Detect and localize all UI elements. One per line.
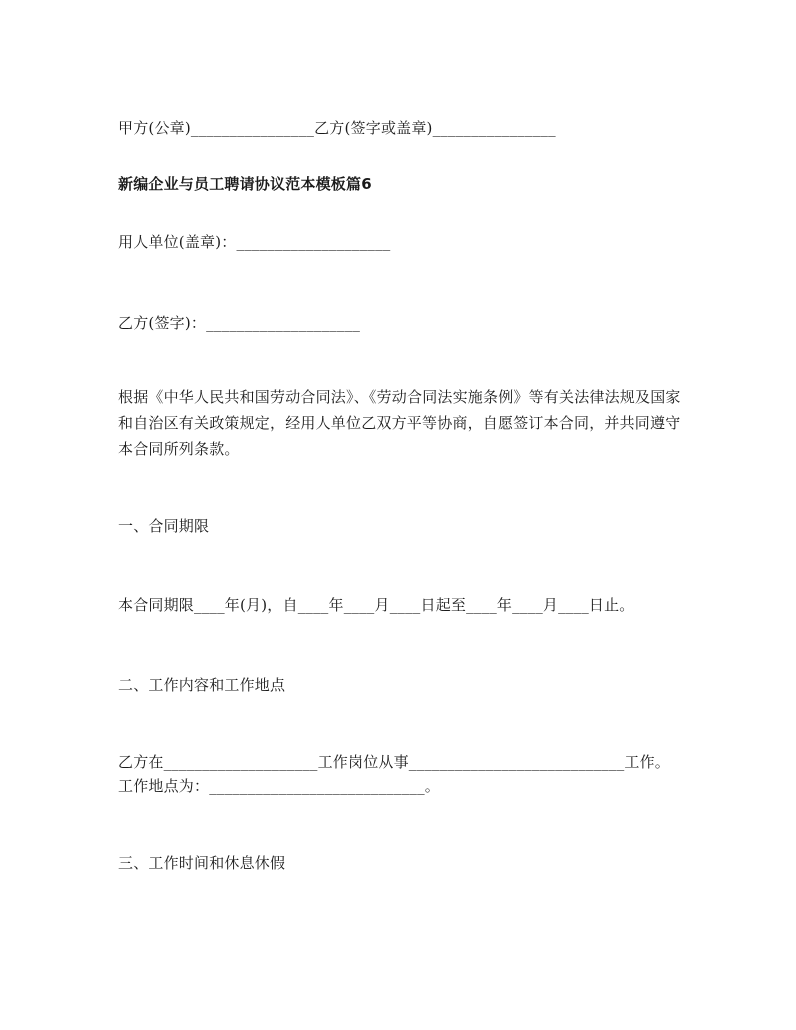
preamble-paragraph: 根据《中华人民共和国劳动合同法》、《劳动合同法实施条例》等有关法律法规及国家和自治区有关政策规定，经用人单位乙双方平等协商，自愿签订本合同，并共同遵守本合同所列条款。 <box>118 388 681 458</box>
section-1-body: 本合同期限____年(月)，自____年____月____日起至____年____月____日止。 <box>118 596 635 614</box>
section-1-heading: 一、合同期限 <box>118 517 210 535</box>
signature-line: 甲方(公章)________________乙方(签字或盖章)________________ <box>118 119 556 137</box>
section-2-heading: 二、工作内容和工作地点 <box>118 676 286 694</box>
section-2-body-line-1: 乙方在____________________工作岗位从事____________________________工作。 <box>118 753 671 771</box>
document-title: 新编企业与员工聘请协议范本模板篇6 <box>118 175 372 193</box>
section-2-body-line-2: 工作地点为：____________________________。 <box>118 777 441 795</box>
employer-seal-line: 用人单位(盖章)：____________________ <box>118 233 391 251</box>
party-b-signature-line: 乙方(签字)：____________________ <box>118 314 361 332</box>
section-3-heading: 三、工作时间和休息休假 <box>118 854 286 872</box>
